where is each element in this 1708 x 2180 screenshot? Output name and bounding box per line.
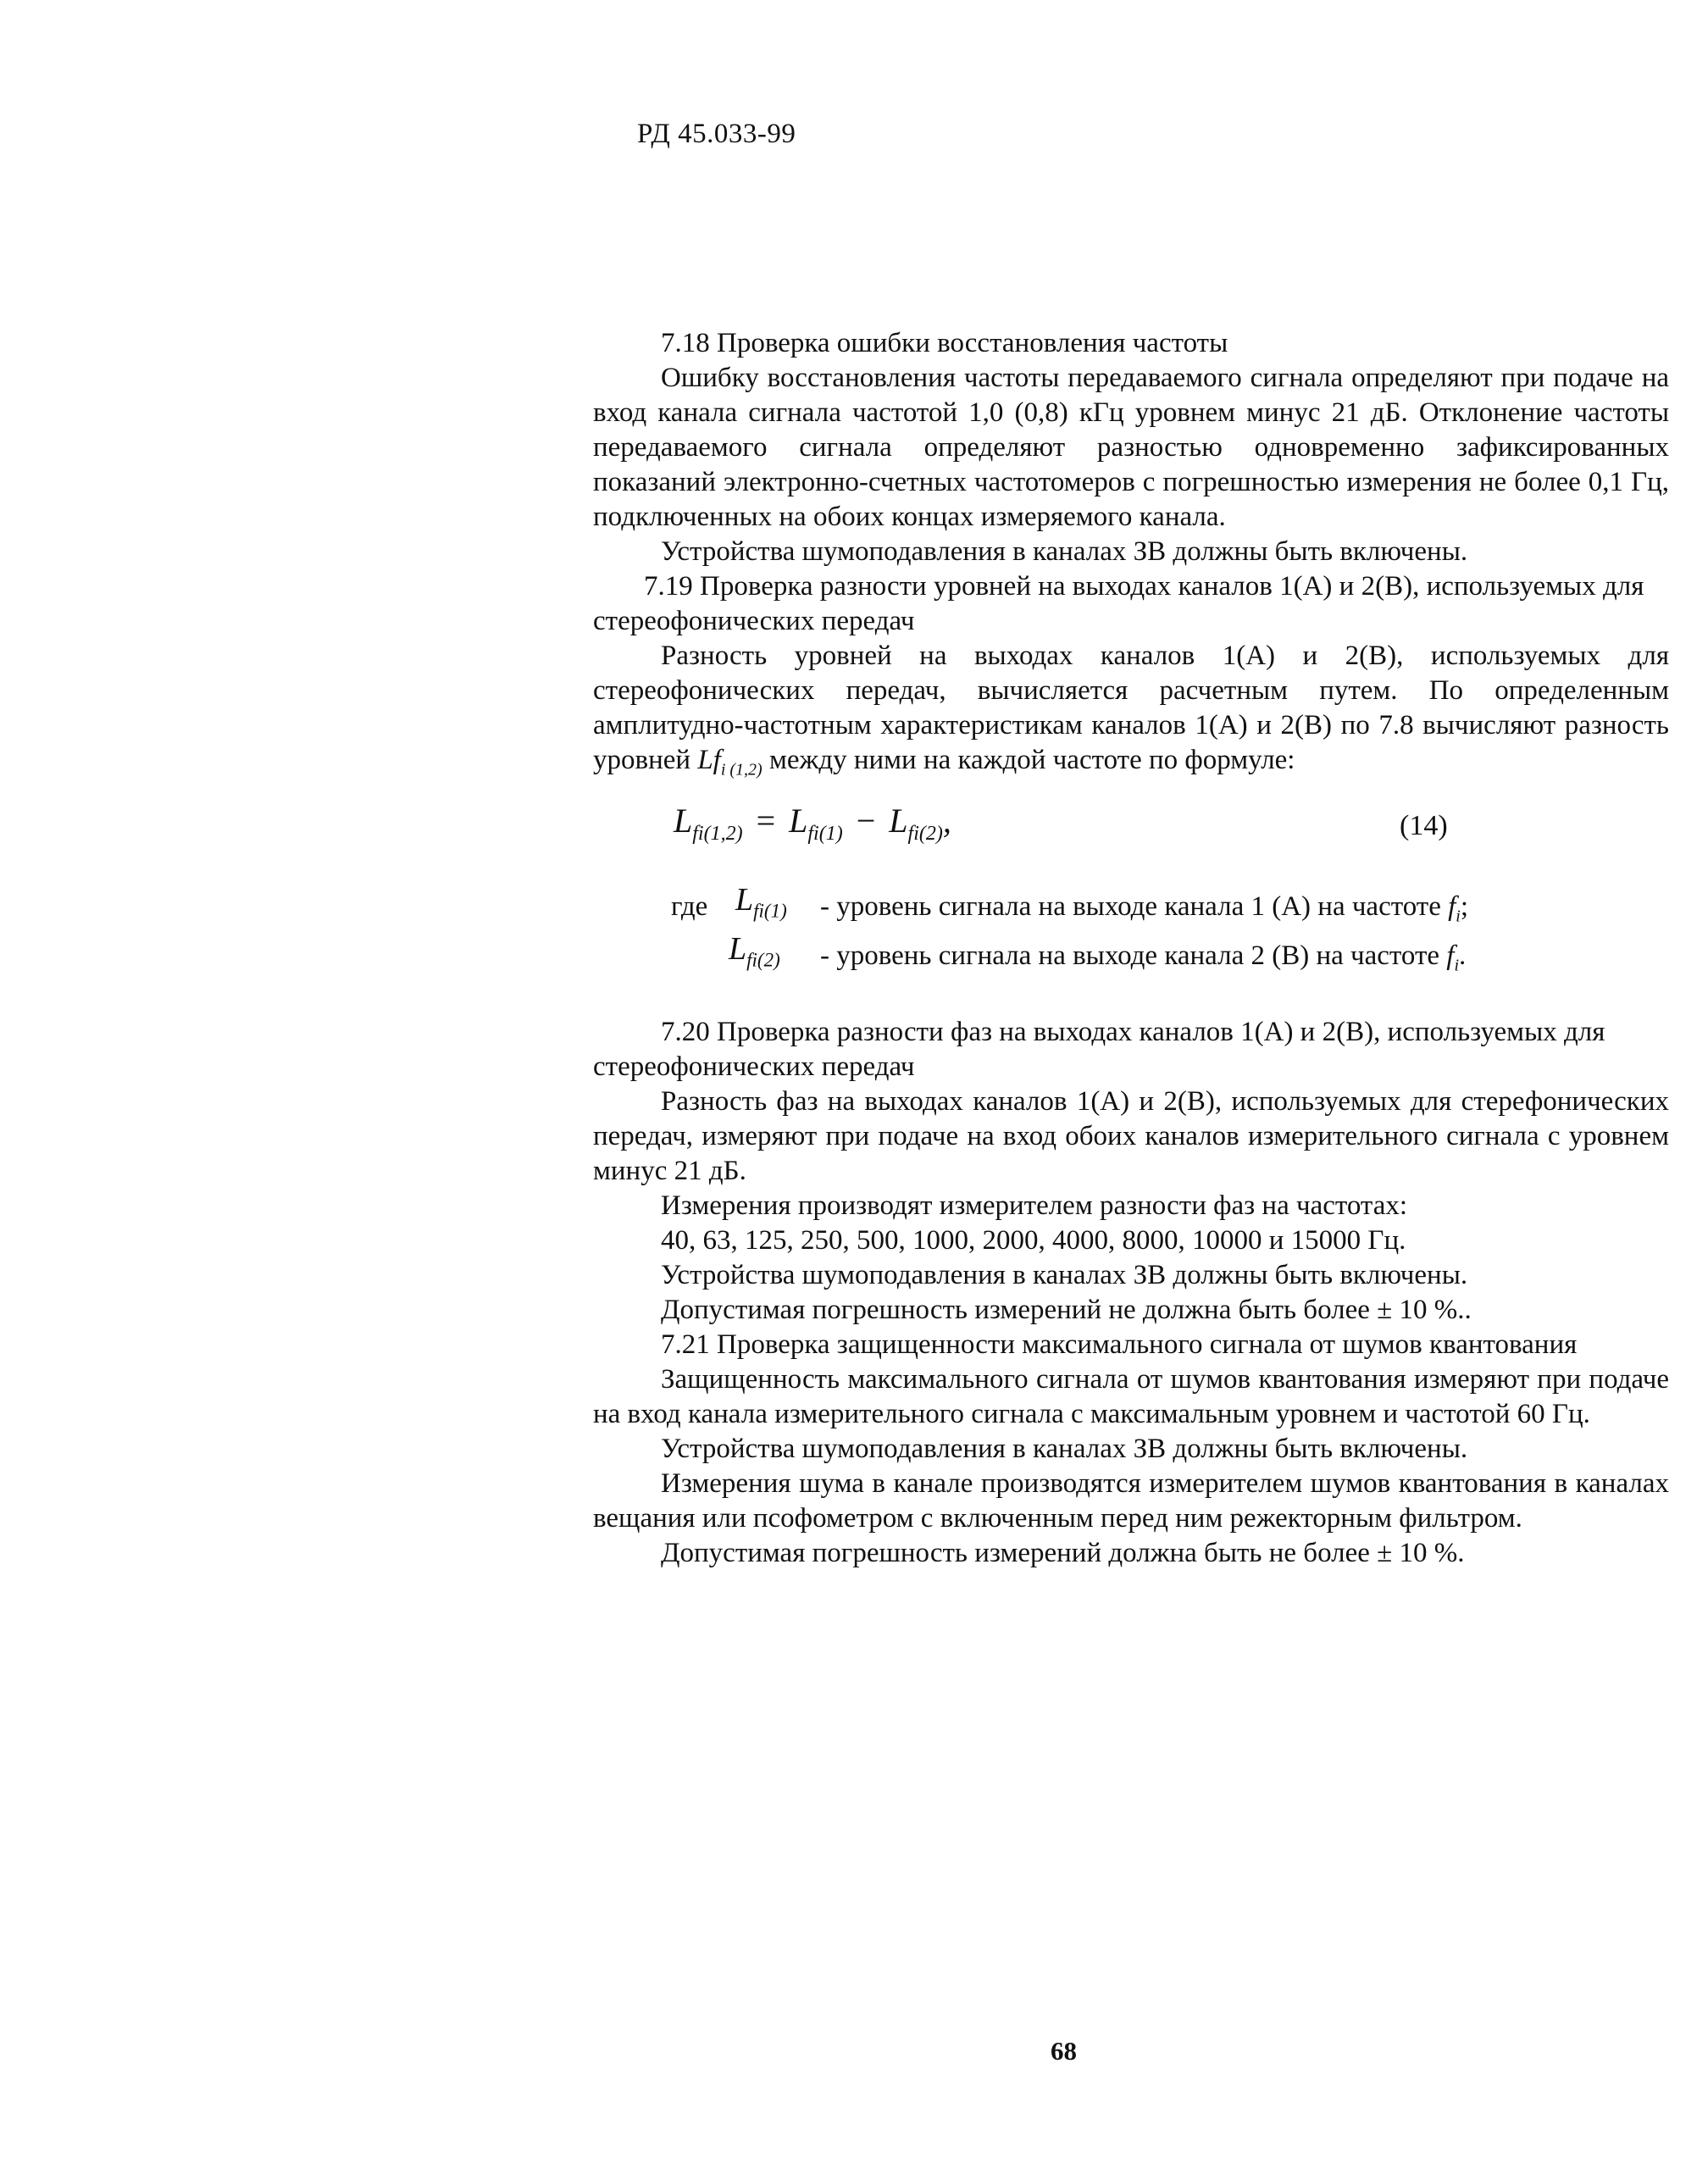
where-definition-1: - уровень сигнала на выходе канала 1 (А) на частоте $f_i$; (820, 890, 1469, 926)
where-line-2 (593, 930, 1669, 991)
paragraph-text-a: Разность уровней на выходах каналов 1(А) и 2(В), используемых для стереофонических передач, вычисляется расчетным путем. По определенным амплитудно-частотным характеристикам каналов 1(А) и 2(В) по 7.8 вычисляют разность уровней (593, 641, 1669, 775)
section-7-20-paragraph-2: Измерения производят измерителем разности фаз на частотах: (661, 1190, 1408, 1221)
section-7-20-paragraph-5: Допустимая погрешность измерений не должна быть более ± 10 %.. (661, 1294, 1472, 1325)
section-7-20-title: 7.20 Проверка разности фаз на выходах каналов 1(А) и 2(В), используемых для стереофонических передач (593, 1016, 1605, 1082)
section-7-21-paragraph-2: Устройства шумоподавления в каналах ЗВ должны быть включены. (661, 1433, 1468, 1464)
section-7-19-paragraph-1 (593, 639, 1669, 788)
level-difference-symbol: $Lf_{i (1,2)}$ (697, 745, 762, 779)
section-7-20-frequencies: 40, 63, 125, 250, 500, 1000, 2000, 4000, 8000, 10000 и 15000 Гц. (661, 1224, 1406, 1256)
section-7-21-paragraph-1: Защищенность максимального сигнала от шумов квантования измеряют при подаче на вход канала измерительного сигнала с максимальным уровнем и частотой 60 Гц. (593, 1363, 1669, 1429)
where-definition-2: - уровень сигнала на выходе канала 2 (В) на частоте $f_i$. (820, 940, 1467, 975)
document-id-header: РД 45.033-99 (637, 119, 796, 149)
section-7-18-paragraph-1: Ошибку восстановления частоты передаваемого сигнала определяют при подаче на вход канала сигнала частотой 1,0 (0,8) кГц уровнем минус 21 дБ. Отклонение частоты передаваемого сигнала определяют разностью одновременно зафиксированных показаний электронно-счетных частотомеров с погрешностью измерения не более 0,1 Гц, подключенных на обоих концах измеряемого канала. (593, 363, 1669, 532)
page-number: 68 (1051, 2036, 1077, 2066)
equation-number: (14) (1400, 809, 1448, 841)
section-7-18-title: 7.18 Проверка ошибки восстановления частоты (661, 328, 1228, 358)
formula-expression: $L_{fi(1,2)} = L_{fi(1)} - L_{fi(2)}$, (674, 801, 951, 845)
formula-14 (593, 788, 1669, 881)
section-7-20-paragraph-1: Разность фаз на выходах каналов 1(А) и 2(В), используемых для стерефонических передач, измеряют при подаче на вход обоих каналов измерительного сигнала с уровнем минус 21 дБ. (593, 1085, 1669, 1186)
where-symbol-1: $L_{fi(1)}$ (735, 881, 787, 922)
section-7-20-paragraph-4: Устройства шумоподавления в каналах ЗВ должны быть включены. (661, 1259, 1468, 1290)
paragraph-text-b: между ними на каждой частоте по формуле: (768, 745, 1295, 775)
section-7-18-paragraph-2: Устройства шумоподавления в каналах ЗВ должны быть включены. (661, 536, 1468, 567)
where-line-1 (593, 881, 1669, 930)
where-symbol-2: $L_{fi(2)}$ (729, 930, 780, 971)
section-7-21-paragraph-3: Измерения шума в канале производятся измерителем шумов квантования в каналах вещания или псофометром с включенным перед ним режекторным фильтром. (593, 1467, 1669, 1534)
section-7-19-title: 7.19 Проверка разности уровней на выходах каналов 1(А) и 2(В), используемых для стереофонических передач (593, 571, 1644, 636)
where-word: где (671, 890, 708, 922)
document-body (593, 326, 1669, 1571)
section-7-21-paragraph-4: Допустимая погрешность измерений должна быть не более ± 10 %. (661, 1537, 1465, 1568)
section-7-21-title: 7.21 Проверка защищенности максимального сигнала от шумов квантования (661, 1329, 1578, 1360)
